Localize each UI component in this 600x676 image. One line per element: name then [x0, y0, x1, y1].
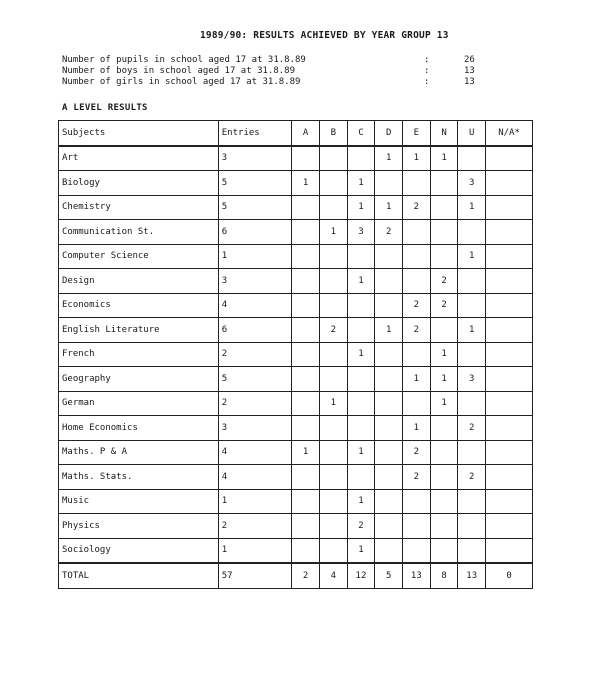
grade-count-cell — [403, 489, 431, 514]
grade-count-cell: 1 — [430, 367, 458, 392]
table-row — [59, 220, 533, 245]
count-label: Number of boys in school aged 17 at 31.8.89 — [62, 66, 295, 76]
grade-count-cell: 3 — [347, 220, 375, 245]
grade-count-cell — [403, 514, 431, 539]
grade-count-cell: 1 — [347, 440, 375, 465]
entries-cell: 2 — [218, 514, 291, 539]
grade-count-cell: 1 — [375, 146, 403, 171]
grade-count-cell — [486, 440, 533, 465]
total-cell: 0 — [486, 563, 533, 588]
grade-count-cell: 1 — [403, 416, 431, 441]
grade-count-cell — [403, 269, 431, 294]
grade-count-cell — [403, 220, 431, 245]
total-cell: 12 — [347, 563, 375, 588]
subject-cell: Design — [59, 269, 219, 294]
subject-cell: English Literature — [59, 318, 219, 343]
grade-count-cell: 1 — [375, 318, 403, 343]
grade-count-cell — [486, 538, 533, 563]
grade-count-cell — [319, 440, 347, 465]
grade-count-cell — [319, 465, 347, 490]
grade-count-cell — [486, 293, 533, 318]
table-row — [59, 416, 533, 441]
subject-cell: Physics — [59, 514, 219, 539]
grade-count-cell: 1 — [347, 489, 375, 514]
grade-count-cell — [430, 465, 458, 490]
grade-count-cell — [430, 489, 458, 514]
grade-count-cell: 2 — [458, 416, 486, 441]
grade-count-cell: 1 — [292, 440, 320, 465]
table-row — [59, 244, 533, 269]
table-row — [59, 318, 533, 343]
grade-count-cell — [486, 195, 533, 220]
grade-count-cell: 1 — [347, 342, 375, 367]
subject-cell: Computer Science — [59, 244, 219, 269]
count-label: Number of girls in school aged 17 at 31.8.89 — [62, 77, 301, 87]
count-label: Number of pupils in school aged 17 at 31.8.89 — [62, 55, 306, 65]
grade-count-cell — [347, 416, 375, 441]
total-cell: 57 — [218, 563, 291, 588]
grade-count-cell: 1 — [375, 195, 403, 220]
grade-count-cell — [319, 293, 347, 318]
grade-count-cell — [347, 465, 375, 490]
grade-count-cell — [319, 244, 347, 269]
table-row — [59, 514, 533, 539]
grade-count-cell: 2 — [375, 220, 403, 245]
grade-count-cell: 3 — [458, 171, 486, 196]
grade-count-cell — [486, 416, 533, 441]
grade-count-cell — [347, 391, 375, 416]
results-table — [58, 120, 533, 589]
grade-count-cell — [430, 244, 458, 269]
pupil-counts — [62, 55, 494, 88]
grade-count-cell — [292, 342, 320, 367]
table-row — [59, 465, 533, 490]
grade-count-cell — [458, 391, 486, 416]
grade-count-cell — [375, 416, 403, 441]
table-row — [59, 489, 533, 514]
grade-count-cell — [486, 146, 533, 171]
entries-cell: 5 — [218, 195, 291, 220]
total-cell: 2 — [292, 563, 320, 588]
grade-count-cell — [430, 416, 458, 441]
grade-count-cell — [292, 146, 320, 171]
count-value: 13 — [464, 66, 475, 76]
grade-count-cell: 1 — [347, 171, 375, 196]
subject-cell: Chemistry — [59, 195, 219, 220]
grade-count-cell — [292, 514, 320, 539]
grade-count-cell: 1 — [347, 269, 375, 294]
grade-count-cell: 1 — [458, 195, 486, 220]
total-cell: 13 — [458, 563, 486, 588]
table-row — [59, 367, 533, 392]
grade-count-cell — [430, 171, 458, 196]
grade-count-cell — [486, 367, 533, 392]
column-header: B — [319, 121, 347, 146]
grade-count-cell — [375, 171, 403, 196]
subject-cell: Communication St. — [59, 220, 219, 245]
grade-count-cell: 2 — [403, 440, 431, 465]
subject-cell: Music — [59, 489, 219, 514]
subject-cell: German — [59, 391, 219, 416]
entries-cell: 4 — [218, 465, 291, 490]
grade-count-cell — [458, 342, 486, 367]
entries-cell: 1 — [218, 489, 291, 514]
entries-cell: 3 — [218, 146, 291, 171]
entries-cell: 3 — [218, 416, 291, 441]
entries-cell: 2 — [218, 342, 291, 367]
grade-count-cell: 3 — [458, 367, 486, 392]
total-cell: 5 — [375, 563, 403, 588]
grade-count-cell — [430, 220, 458, 245]
grade-count-cell — [292, 220, 320, 245]
grade-count-cell: 1 — [430, 342, 458, 367]
subject-cell: Maths. Stats. — [59, 465, 219, 490]
total-label: TOTAL — [59, 563, 219, 588]
entries-cell: 5 — [218, 367, 291, 392]
grade-count-cell — [292, 293, 320, 318]
grade-count-cell — [319, 367, 347, 392]
grade-count-cell — [319, 416, 347, 441]
entries-cell: 6 — [218, 318, 291, 343]
count-colon: : — [424, 66, 430, 76]
grade-count-cell — [486, 489, 533, 514]
grade-count-cell: 1 — [458, 244, 486, 269]
grade-count-cell — [375, 465, 403, 490]
grade-count-cell — [486, 342, 533, 367]
count-value: 13 — [464, 77, 475, 87]
grade-count-cell — [292, 244, 320, 269]
grade-count-cell — [319, 171, 347, 196]
grade-count-cell — [486, 465, 533, 490]
grade-count-cell: 2 — [347, 514, 375, 539]
grade-count-cell — [486, 171, 533, 196]
grade-count-cell: 1 — [458, 318, 486, 343]
grade-count-cell — [319, 489, 347, 514]
grade-count-cell — [292, 391, 320, 416]
grade-count-cell — [430, 440, 458, 465]
grade-count-cell: 1 — [319, 391, 347, 416]
grade-count-cell — [292, 367, 320, 392]
grade-count-cell — [319, 269, 347, 294]
grade-count-cell — [403, 342, 431, 367]
entries-cell: 4 — [218, 440, 291, 465]
table-body — [59, 146, 533, 564]
column-header: N/A* — [486, 121, 533, 146]
grade-count-cell — [375, 269, 403, 294]
grade-count-cell — [375, 293, 403, 318]
grade-count-cell — [375, 244, 403, 269]
grade-count-cell — [403, 171, 431, 196]
entries-cell: 1 — [218, 538, 291, 563]
grade-count-cell: 2 — [430, 269, 458, 294]
column-header: D — [375, 121, 403, 146]
grade-count-cell — [375, 440, 403, 465]
column-header: A — [292, 121, 320, 146]
grade-count-cell — [430, 195, 458, 220]
table-row — [59, 391, 533, 416]
grade-count-cell — [347, 146, 375, 171]
column-header: C — [347, 121, 375, 146]
grade-count-cell — [347, 293, 375, 318]
grade-count-cell — [319, 146, 347, 171]
count-row-pupils — [62, 55, 494, 66]
grade-count-cell: 1 — [430, 146, 458, 171]
subject-cell: Geography — [59, 367, 219, 392]
grade-count-cell — [458, 220, 486, 245]
grade-count-cell — [347, 318, 375, 343]
grade-count-cell: 2 — [430, 293, 458, 318]
grade-count-cell — [486, 514, 533, 539]
grade-count-cell — [292, 416, 320, 441]
grade-count-cell: 1 — [403, 367, 431, 392]
subject-cell: Maths. P & A — [59, 440, 219, 465]
grade-count-cell: 1 — [347, 195, 375, 220]
grade-count-cell — [403, 244, 431, 269]
grade-count-cell — [458, 146, 486, 171]
table-total-row — [59, 563, 533, 588]
column-header: E — [403, 121, 431, 146]
grade-count-cell — [319, 195, 347, 220]
grade-count-cell — [319, 538, 347, 563]
grade-count-cell — [292, 318, 320, 343]
count-row-girls — [62, 77, 494, 88]
table-row — [59, 538, 533, 563]
grade-count-cell — [347, 367, 375, 392]
table-row — [59, 195, 533, 220]
entries-cell: 5 — [218, 171, 291, 196]
grade-count-cell — [347, 244, 375, 269]
grade-count-cell — [319, 342, 347, 367]
grade-count-cell — [292, 465, 320, 490]
grade-count-cell — [458, 514, 486, 539]
total-cell: 4 — [319, 563, 347, 588]
grade-count-cell — [375, 367, 403, 392]
grade-count-cell: 2 — [458, 465, 486, 490]
grade-count-cell — [486, 318, 533, 343]
grade-count-cell — [292, 538, 320, 563]
subject-cell: Art — [59, 146, 219, 171]
grade-count-cell — [486, 391, 533, 416]
count-row-boys — [62, 66, 494, 77]
subject-cell: French — [59, 342, 219, 367]
grade-count-cell: 1 — [430, 391, 458, 416]
grade-count-cell — [375, 538, 403, 563]
column-header: N — [430, 121, 458, 146]
column-header: U — [458, 121, 486, 146]
section-title: A LEVEL RESULTS — [62, 103, 148, 113]
entries-cell: 6 — [218, 220, 291, 245]
grade-count-cell — [458, 269, 486, 294]
column-header: Subjects — [59, 121, 219, 146]
grade-count-cell: 2 — [403, 318, 431, 343]
grade-count-cell — [292, 195, 320, 220]
grade-count-cell — [292, 269, 320, 294]
grade-count-cell — [430, 538, 458, 563]
column-header: Entries — [218, 121, 291, 146]
subject-cell: Biology — [59, 171, 219, 196]
grade-count-cell — [375, 489, 403, 514]
entries-cell: 2 — [218, 391, 291, 416]
grade-count-cell — [458, 440, 486, 465]
grade-count-cell: 2 — [319, 318, 347, 343]
grade-count-cell — [430, 514, 458, 539]
entries-cell: 3 — [218, 269, 291, 294]
entries-cell: 1 — [218, 244, 291, 269]
grade-count-cell: 1 — [403, 146, 431, 171]
grade-count-cell — [458, 293, 486, 318]
grade-count-cell — [486, 220, 533, 245]
subject-cell: Sociology — [59, 538, 219, 563]
grade-count-cell — [430, 318, 458, 343]
total-cell: 13 — [403, 563, 431, 588]
count-value: 26 — [464, 55, 475, 65]
table-row — [59, 171, 533, 196]
grade-count-cell — [486, 269, 533, 294]
grade-count-cell: 2 — [403, 465, 431, 490]
table-row — [59, 440, 533, 465]
grade-count-cell: 1 — [319, 220, 347, 245]
table-row — [59, 146, 533, 171]
grade-count-cell: 1 — [347, 538, 375, 563]
table-row — [59, 342, 533, 367]
grade-count-cell: 1 — [292, 171, 320, 196]
subject-cell: Economics — [59, 293, 219, 318]
grade-count-cell — [458, 489, 486, 514]
table-row — [59, 269, 533, 294]
table-row — [59, 293, 533, 318]
grade-count-cell — [375, 391, 403, 416]
subject-cell: Home Economics — [59, 416, 219, 441]
grade-count-cell — [292, 489, 320, 514]
table-header-row — [59, 121, 533, 146]
grade-count-cell — [403, 391, 431, 416]
grade-count-cell — [375, 342, 403, 367]
count-colon: : — [424, 77, 430, 87]
grade-count-cell — [375, 514, 403, 539]
grade-count-cell: 2 — [403, 195, 431, 220]
grade-count-cell — [486, 244, 533, 269]
page-title: 1989/90: RESULTS ACHIEVED BY YEAR GROUP 13 — [200, 30, 449, 41]
grade-count-cell — [319, 514, 347, 539]
grade-count-cell — [458, 538, 486, 563]
grade-count-cell: 2 — [403, 293, 431, 318]
grade-count-cell — [403, 538, 431, 563]
entries-cell: 4 — [218, 293, 291, 318]
count-colon: : — [424, 55, 430, 65]
total-cell: 8 — [430, 563, 458, 588]
